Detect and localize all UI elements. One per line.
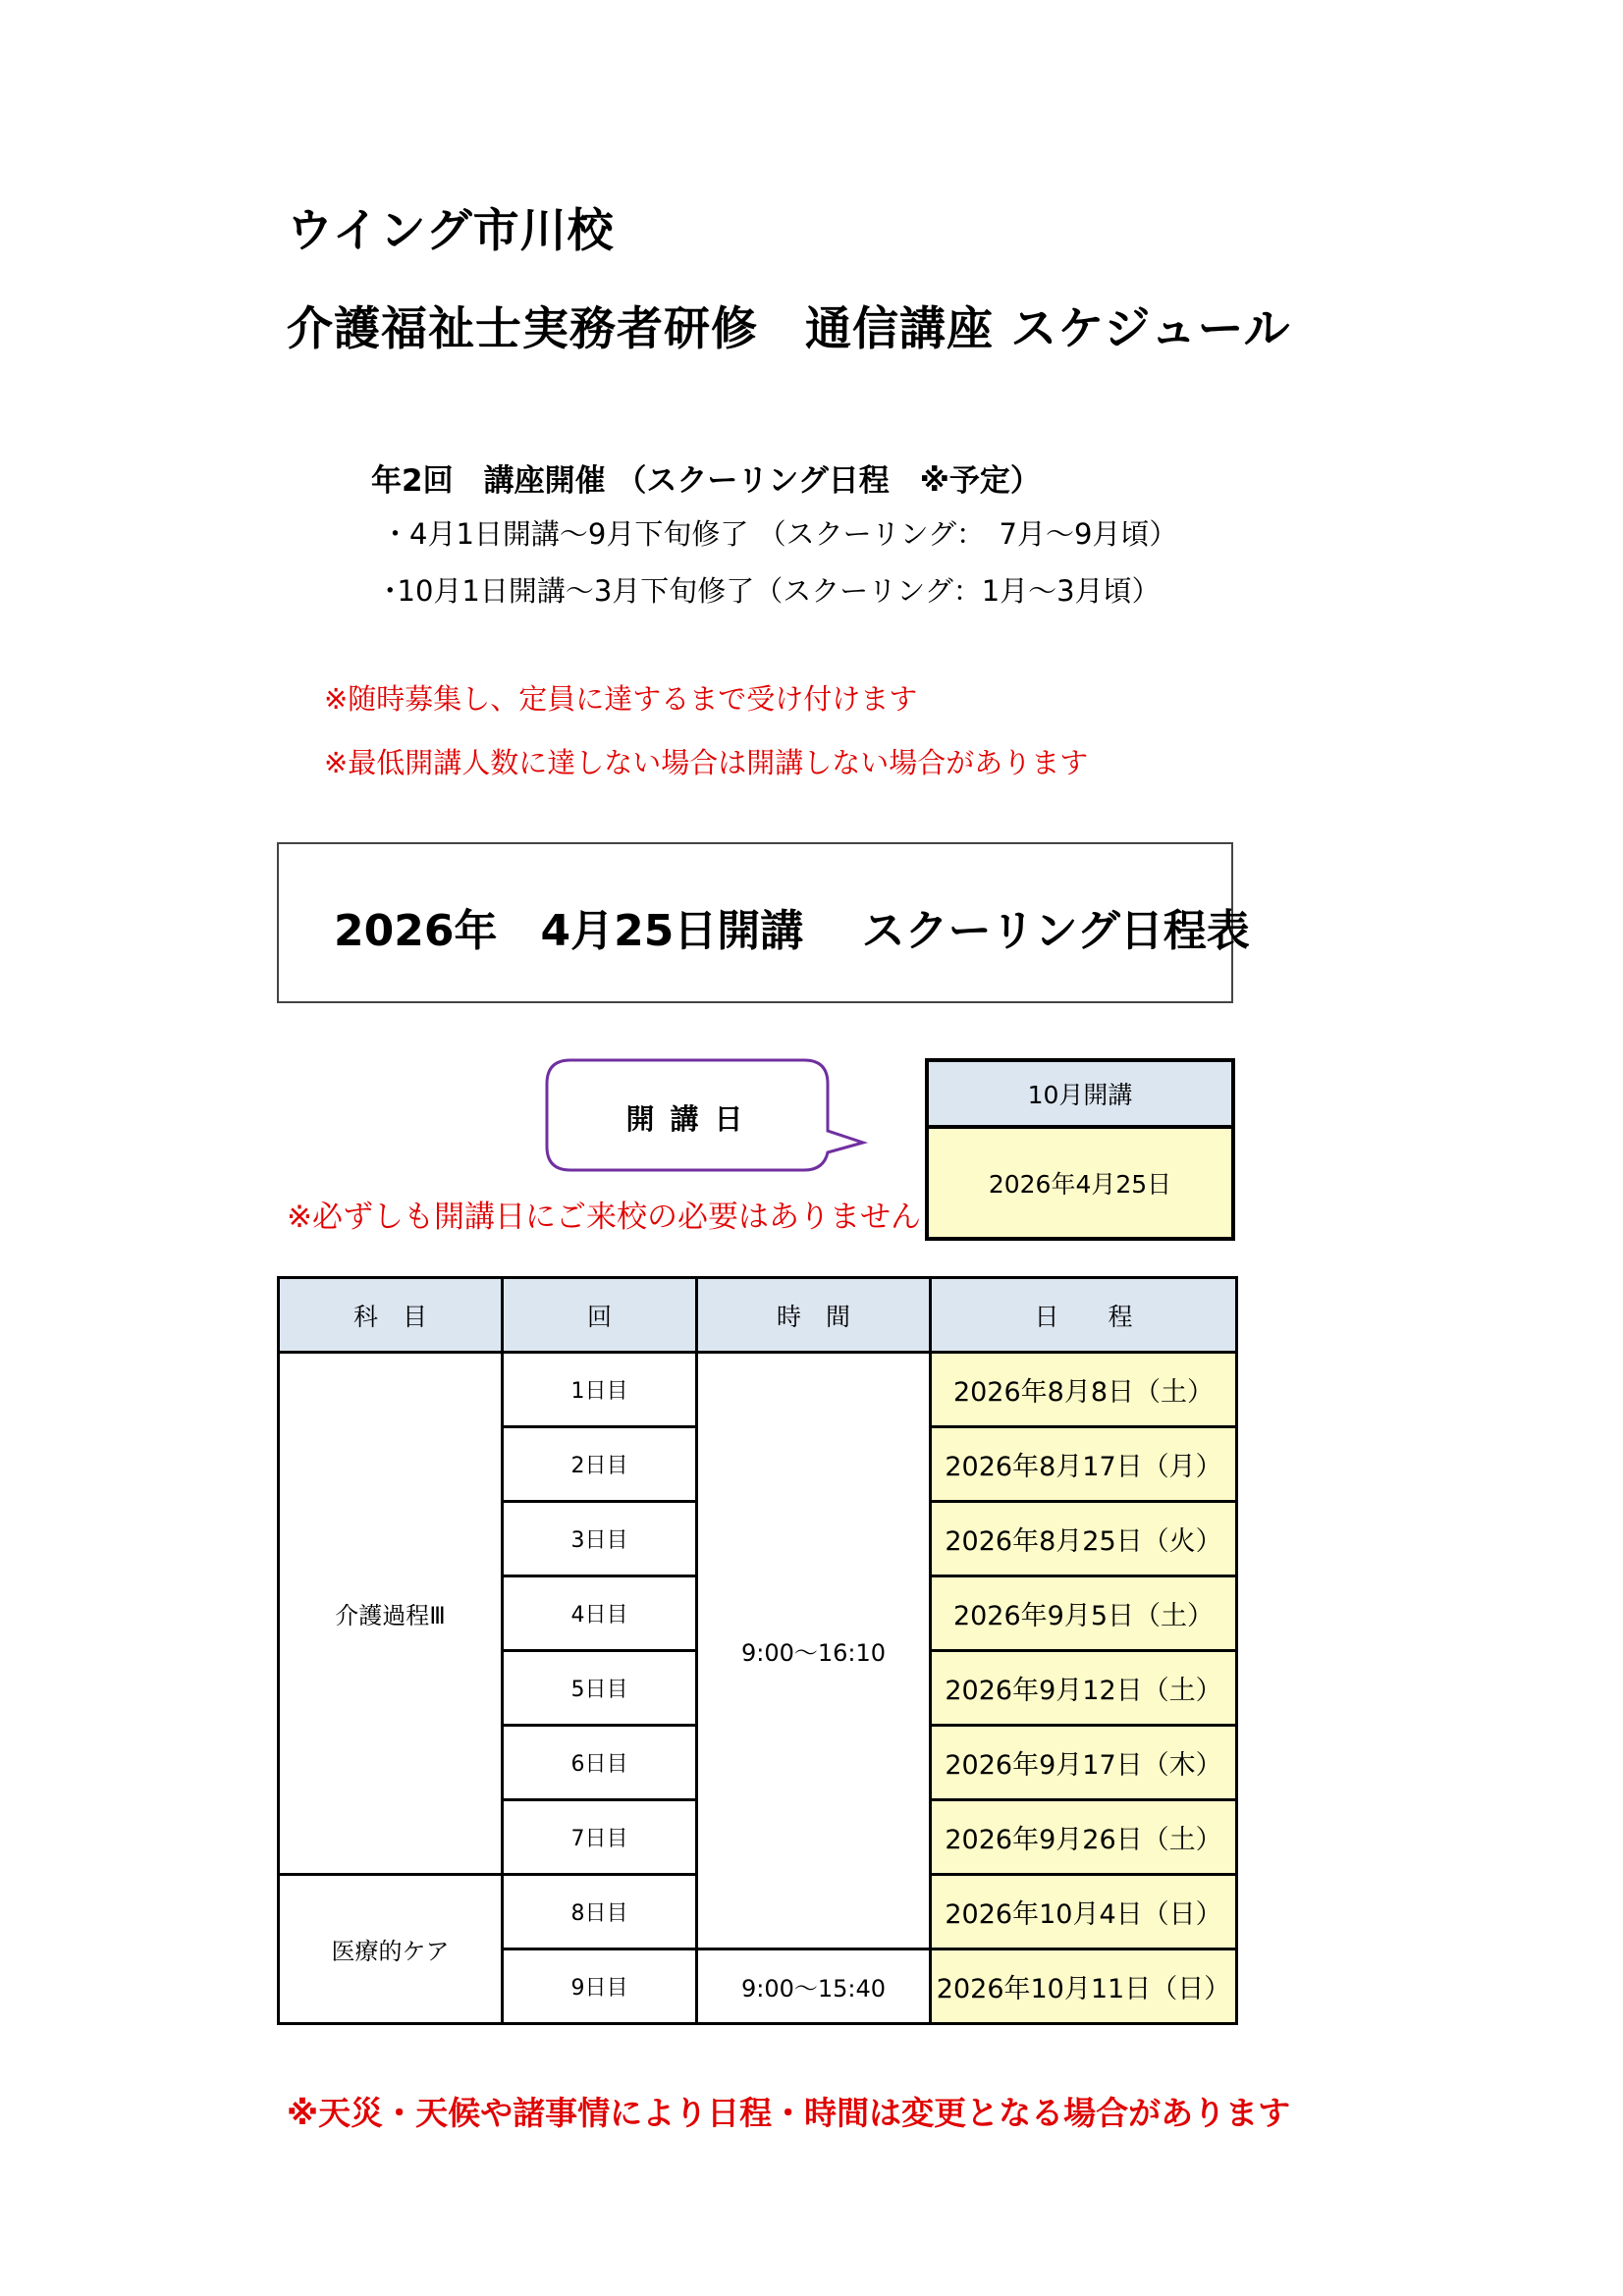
- session-cell: 1日目: [503, 1353, 697, 1427]
- schedule-banner: [277, 842, 1250, 1003]
- subject-cell: 介護過程Ⅲ: [279, 1353, 503, 1875]
- session-cell: 3日目: [503, 1502, 697, 1576]
- date-cell: 2026年9月5日（土）: [931, 1576, 1237, 1651]
- opening-day-label: 開講日: [625, 1102, 759, 1136]
- minimum-enrollment-notice: ※最低開講人数に達しない場合は開講しない場合があります: [324, 746, 1089, 779]
- course-frequency: 年2回 講座開催 （スクーリング日程 ※予定）: [371, 463, 1041, 499]
- date-cell: 2026年8月25日（火）: [931, 1502, 1237, 1576]
- session-cell: 2日目: [503, 1427, 697, 1502]
- opening-date-table: [925, 1058, 1235, 1241]
- banner-title: 2026年 4月25日開講 スクーリング日程表: [334, 906, 1250, 956]
- date-cell: 2026年9月26日（土）: [931, 1800, 1237, 1875]
- date-cell: 2026年8月17日（月）: [931, 1427, 1237, 1502]
- time-cell: 9:00～16:10: [697, 1353, 931, 1949]
- term-october: ･10月1日開講～3月下旬修了（スクーリング：1月～3月頃）: [383, 574, 1161, 608]
- header-subject: 科 目: [279, 1278, 503, 1353]
- session-cell: 6日目: [503, 1726, 697, 1800]
- session-cell: 7日目: [503, 1800, 697, 1875]
- table-header-row: [279, 1278, 1237, 1353]
- date-cell: 2026年9月17日（木）: [931, 1726, 1237, 1800]
- opening-date: 2026年4月25日: [927, 1127, 1233, 1239]
- school-name: ウイング市川校: [287, 204, 615, 258]
- attendance-not-required-note: ※必ずしも開講日にご来校の必要はありません: [287, 1200, 921, 1235]
- opening-header: 10月開講: [927, 1060, 1233, 1127]
- session-cell: 5日目: [503, 1651, 697, 1726]
- recruitment-notice: ※随時募集し、定員に達するまで受け付けます: [324, 682, 918, 716]
- course-title: 介護福祉士実務者研修 通信講座 スケジュール: [287, 302, 1291, 356]
- subject-cell: 医療的ケア: [279, 1875, 503, 2024]
- header-time: 時 間: [697, 1278, 931, 1353]
- schooling-schedule-table: [277, 1276, 1238, 2025]
- date-cell: 2026年10月4日（日）: [931, 1875, 1237, 1949]
- date-cell: 2026年8月8日（土）: [931, 1353, 1237, 1427]
- session-cell: 8日目: [503, 1875, 697, 1949]
- term-april: ・4月1日開講～9月下旬修了 （スクーリング： 7月～9月頃）: [381, 517, 1178, 551]
- date-cell: 2026年10月11日（日）: [931, 1949, 1237, 2024]
- header-session: 回: [503, 1278, 697, 1353]
- session-cell: 4日目: [503, 1576, 697, 1651]
- table-row: [279, 1353, 1237, 1427]
- schedule-change-notice: ※天災・天候や諸事情により日程・時間は変更となる場合があります: [287, 2094, 1291, 2132]
- time-cell: 9:00～15:40: [697, 1949, 931, 2024]
- date-cell: 2026年9月12日（土）: [931, 1651, 1237, 1726]
- session-cell: 9日目: [503, 1949, 697, 2024]
- header-date: 日 程: [931, 1278, 1237, 1353]
